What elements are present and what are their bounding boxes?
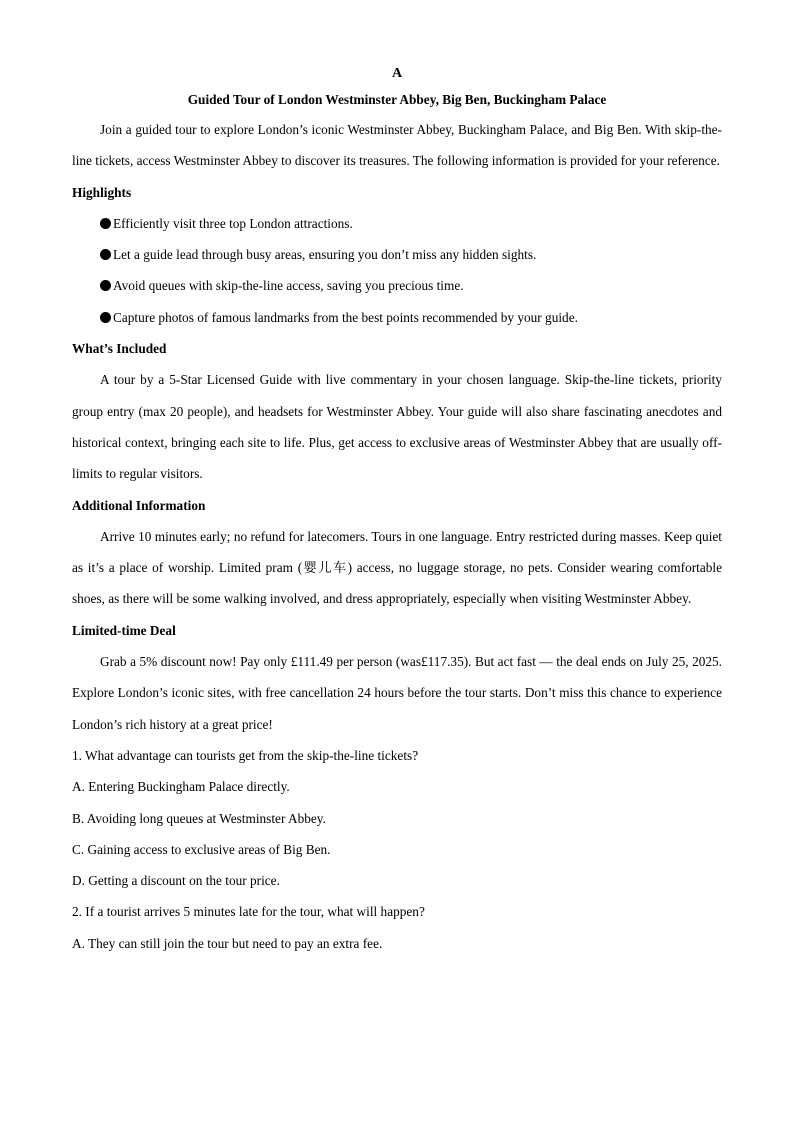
deal-paragraph: Grab a 5% discount now! Pay only £111.49 per person (was£117.35). But act fast — the deal ends on July 25, 2025. Explore London’s iconic sites, with free cancellation 24 hours before the tour starts. Don’t miss this chance to experience London’s rich history at a great price! — [72, 654, 722, 732]
highlight-text: Efficiently visit three top London attractions. — [113, 215, 353, 231]
bullet-icon — [100, 249, 111, 260]
page-title: Guided Tour of London Westminster Abbey, Big Ben, Buckingham Palace — [187, 92, 607, 107]
question-2: 2. If a tourist arrives 5 minutes late for the tour, what will happen? — [72, 904, 425, 920]
bullet-icon — [100, 218, 111, 229]
highlight-text: Capture photos of famous landmarks from the best points recommended by your guide. — [113, 309, 578, 325]
highlight-text: Avoid queues with skip-the-line access, saving you precious time. — [113, 278, 464, 294]
question-2-option-a: A. They can still join the tour but need to pay an extra fee. — [72, 935, 383, 951]
additional-info-paragraph: Arrive 10 minutes early; no refund for latecomers. Tours in one language. Entry restricted during masses. Keep quiet as it’s a place of worship. Limited pram (婴儿车) access, no luggage storage, no pets. Consider wearing comfortable shoes, as there will be some walking involved, and dress appropriately, especially when visiting Westminster Abbey. — [72, 528, 722, 607]
section-letter: A — [391, 66, 403, 81]
highlight-text: Let a guide lead through busy areas, ensuring you don’t miss any hidden sights. — [113, 247, 537, 263]
list-item — [72, 270, 722, 301]
highlights-list — [72, 208, 722, 333]
list-item — [72, 239, 722, 270]
question-1-option-d: D. Getting a discount on the tour price. — [72, 873, 280, 889]
question-1-option-a: A. Entering Buckingham Palace directly. — [72, 779, 290, 795]
additional-info-heading: Additional Information — [72, 497, 206, 513]
highlights-heading: Highlights — [72, 184, 132, 200]
list-item — [72, 302, 722, 333]
intro-paragraph: Join a guided tour to explore London’s iconic Westminster Abbey, Buckingham Palace, and Big Ben. With skip-the-line tickets, access Westminster Abbey to discover its treasures. The following information is provided for your reference. — [72, 122, 722, 169]
included-paragraph: A tour by a 5-Star Licensed Guide with live commentary in your chosen language. Skip-the-line tickets, priority group entry (max 20 people), and headsets for Westminster Abbey. Your guide will also share fascinating anecdotes and historical context, bringing each site to life. Plus, get access to exclusive areas of Westminster Abbey that are usually off-limits to regular visitors. — [72, 372, 722, 482]
question-1-option-c: C. Gaining access to exclusive areas of Big Ben. — [72, 841, 331, 857]
question-1-option-b: B. Avoiding long queues at Westminster Abbey. — [72, 810, 326, 826]
bullet-icon — [100, 280, 111, 291]
bullet-icon — [100, 312, 111, 323]
included-heading: What’s Included — [72, 341, 167, 357]
deal-heading: Limited-time Deal — [72, 622, 176, 638]
document-page — [72, 64, 722, 959]
list-item — [72, 208, 722, 239]
question-1: 1. What advantage can tourists get from the skip-the-line tickets? — [72, 747, 419, 763]
